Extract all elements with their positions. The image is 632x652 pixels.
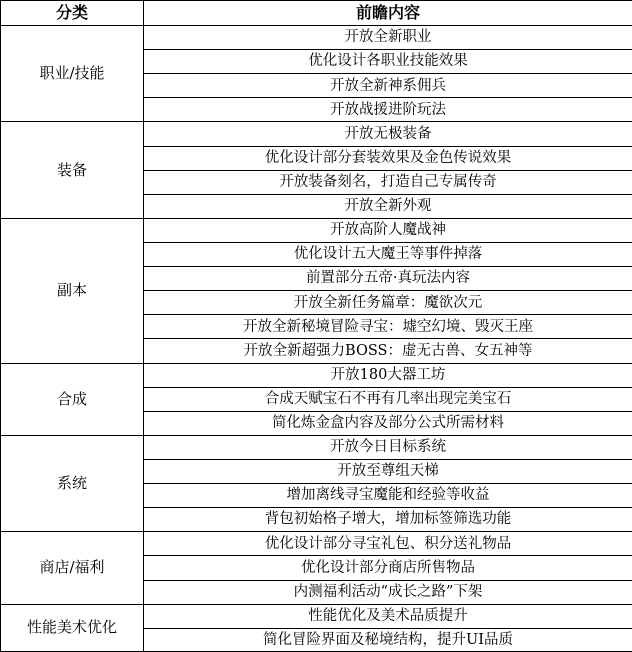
category-cell: 系统 <box>1 435 144 531</box>
content-cell: 开放全新超强力BOSS：虚无古兽、女五神等 <box>144 339 632 363</box>
content-cell: 合成天赋宝石不再有几率出现完美宝石 <box>144 387 632 411</box>
content-cell: 简化炼金盒内容及部分公式所需材料 <box>144 411 632 435</box>
table-row <box>1 26 632 50</box>
content-cell: 开放无极装备 <box>144 122 632 146</box>
category-cell: 职业/技能 <box>1 26 144 122</box>
content-cell: 简化冒险界面及秘境结构，提升UI品质 <box>144 628 632 651</box>
content-cell: 开放装备刻名，打造自己专属传奇 <box>144 170 632 194</box>
content-column-header: 前瞻内容 <box>144 1 632 26</box>
content-cell: 背包初始格子增大，增加标签筛选功能 <box>144 508 632 532</box>
table-body <box>1 26 632 652</box>
content-cell: 开放全新任务篇章：魔欲次元 <box>144 291 632 315</box>
header-row <box>1 1 632 26</box>
content-cell: 增加离线寻宝魔能和经验等收益 <box>144 484 632 508</box>
category-cell: 副本 <box>1 218 144 363</box>
content-cell: 开放180大器工坊 <box>144 363 632 387</box>
content-cell: 优化设计部分套装效果及金色传说效果 <box>144 146 632 170</box>
content-cell: 开放全新职业 <box>144 26 632 50</box>
category-cell: 合成 <box>1 363 144 435</box>
table-row <box>1 604 632 628</box>
content-cell: 优化设计部分商店所售物品 <box>144 556 632 580</box>
table-row <box>1 122 632 146</box>
content-cell: 性能优化及美术品质提升 <box>144 604 632 628</box>
table-row <box>1 218 632 242</box>
content-cell: 开放全新秘境冒险寻宝：墟空幻境、毁灭王座 <box>144 315 632 339</box>
table-row <box>1 435 632 459</box>
category-cell: 性能美术优化 <box>1 604 144 651</box>
category-cell: 装备 <box>1 122 144 218</box>
content-cell: 优化设计部分寻宝礼包、积分送礼物品 <box>144 532 632 556</box>
table-row <box>1 532 632 556</box>
table-row <box>1 363 632 387</box>
content-cell: 内测福利活动“成长之路”下架 <box>144 580 632 604</box>
content-cell: 优化设计五大魔王等事件掉落 <box>144 242 632 266</box>
content-cell: 开放全新神系佣兵 <box>144 74 632 98</box>
category-column-header: 分类 <box>1 1 144 26</box>
content-cell: 开放战援进阶玩法 <box>144 98 632 122</box>
content-cell: 开放今日目标系统 <box>144 435 632 459</box>
content-cell: 优化设计各职业技能效果 <box>144 50 632 74</box>
content-cell: 开放至尊组天梯 <box>144 459 632 483</box>
content-cell: 前置部分五帝·真玩法内容 <box>144 267 632 291</box>
content-cell: 开放高阶人魔战神 <box>144 218 632 242</box>
category-cell: 商店/福利 <box>1 532 144 604</box>
content-cell: 开放全新外观 <box>144 194 632 218</box>
